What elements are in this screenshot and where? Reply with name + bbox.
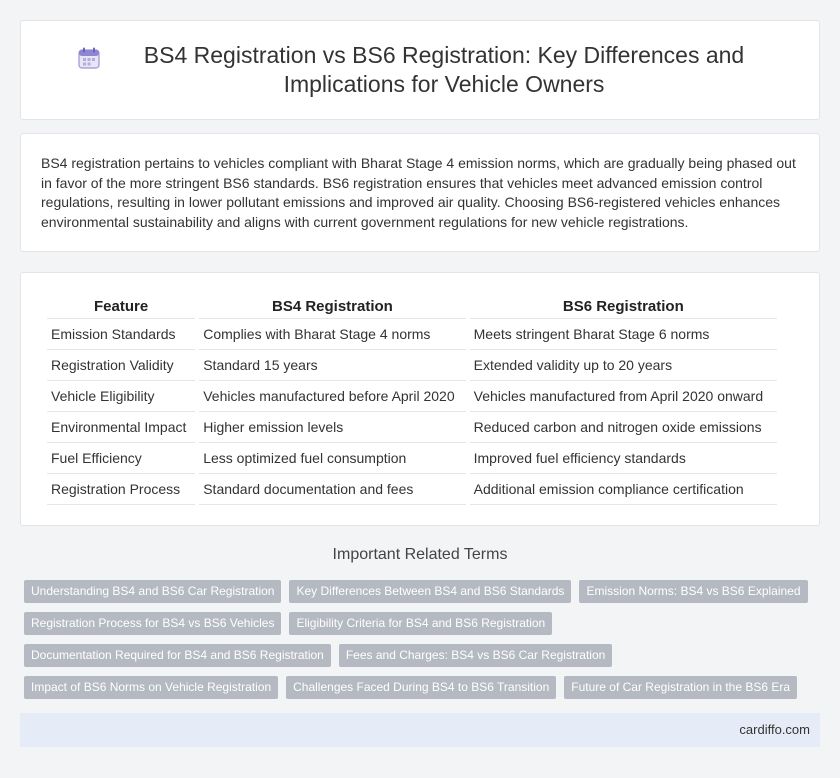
cell-bs6: Extended validity up to 20 years (470, 350, 777, 381)
header-bs4: BS4 Registration (199, 295, 465, 319)
table-row (47, 412, 777, 443)
cell-bs6: Meets stringent Bharat Stage 6 norms (470, 319, 777, 350)
related-term-link[interactable]: Understanding BS4 and BS6 Car Registration (24, 580, 281, 603)
intro-card (20, 133, 820, 252)
related-term-link[interactable]: Eligibility Criteria for BS4 and BS6 Registration (289, 612, 552, 635)
cell-feature: Vehicle Eligibility (47, 381, 195, 412)
cell-bs4: Less optimized fuel consumption (199, 443, 465, 474)
cell-bs6: Vehicles manufactured from April 2020 onward (470, 381, 777, 412)
cell-feature: Registration Validity (47, 350, 195, 381)
related-terms-heading: Important Related Terms (332, 546, 508, 563)
related-term-link[interactable]: Key Differences Between BS4 and BS6 Standards (289, 580, 571, 603)
cell-bs4: Higher emission levels (199, 412, 465, 443)
comparison-card (20, 272, 820, 526)
related-terms-row (24, 612, 560, 635)
related-terms-row (24, 644, 620, 667)
related-term-link[interactable]: Impact of BS6 Norms on Vehicle Registration (24, 676, 278, 699)
related-term-link[interactable]: Documentation Required for BS4 and BS6 Registration (24, 644, 331, 667)
cell-bs4: Vehicles manufactured before April 2020 (199, 381, 465, 412)
table-row (47, 381, 777, 412)
intro-paragraph: BS4 registration pertains to vehicles compliant with Bharat Stage 4 emission norms, which are gradually being phased out in favor of the more stringent BS6 standards. BS6 registration ensures that vehicles meet advanced emission control regulations, resulting in lower pollutant emissions and improved air quality. Choosing BS6-registered vehicles enhances environmental sustainability and aligns with current government regulations for new vehicle registrations. (41, 155, 796, 230)
comparison-table (43, 295, 781, 505)
table-row (47, 319, 777, 350)
related-term-link[interactable]: Future of Car Registration in the BS6 Era (564, 676, 797, 699)
table-row (47, 443, 777, 474)
cell-feature: Fuel Efficiency (47, 443, 195, 474)
page-title: BS4 Registration vs BS6 Registration: Key Differences and Implications for Vehicle Owners (143, 42, 745, 97)
title-card (20, 20, 820, 120)
related-term-link[interactable]: Registration Process for BS4 vs BS6 Vehicles (24, 612, 281, 635)
cell-feature: Environmental Impact (47, 412, 195, 443)
table-row (47, 350, 777, 381)
cell-feature: Emission Standards (47, 319, 195, 350)
cell-bs4: Standard 15 years (199, 350, 465, 381)
related-term-link[interactable]: Fees and Charges: BS4 vs BS6 Car Registration (339, 644, 612, 667)
table-row (47, 474, 777, 505)
cell-bs4: Complies with Bharat Stage 4 norms (199, 319, 465, 350)
cell-bs6: Additional emission compliance certification (470, 474, 777, 505)
footer-bar (20, 713, 820, 747)
header-bs6: BS6 Registration (470, 295, 777, 319)
related-term-link[interactable]: Challenges Faced During BS4 to BS6 Transition (286, 676, 556, 699)
header-feature: Feature (47, 295, 195, 319)
cell-bs6: Reduced carbon and nitrogen oxide emissions (470, 412, 777, 443)
cell-bs4: Standard documentation and fees (199, 474, 465, 505)
table-header-row (47, 295, 777, 319)
related-term-link[interactable]: Emission Norms: BS4 vs BS6 Explained (579, 580, 807, 603)
cell-bs6: Improved fuel efficiency standards (470, 443, 777, 474)
site-name[interactable]: cardiffo.com (739, 722, 810, 737)
calendar-icon (76, 45, 102, 71)
related-terms-row (24, 580, 816, 603)
related-terms-row (24, 676, 805, 699)
cell-feature: Registration Process (47, 474, 195, 505)
